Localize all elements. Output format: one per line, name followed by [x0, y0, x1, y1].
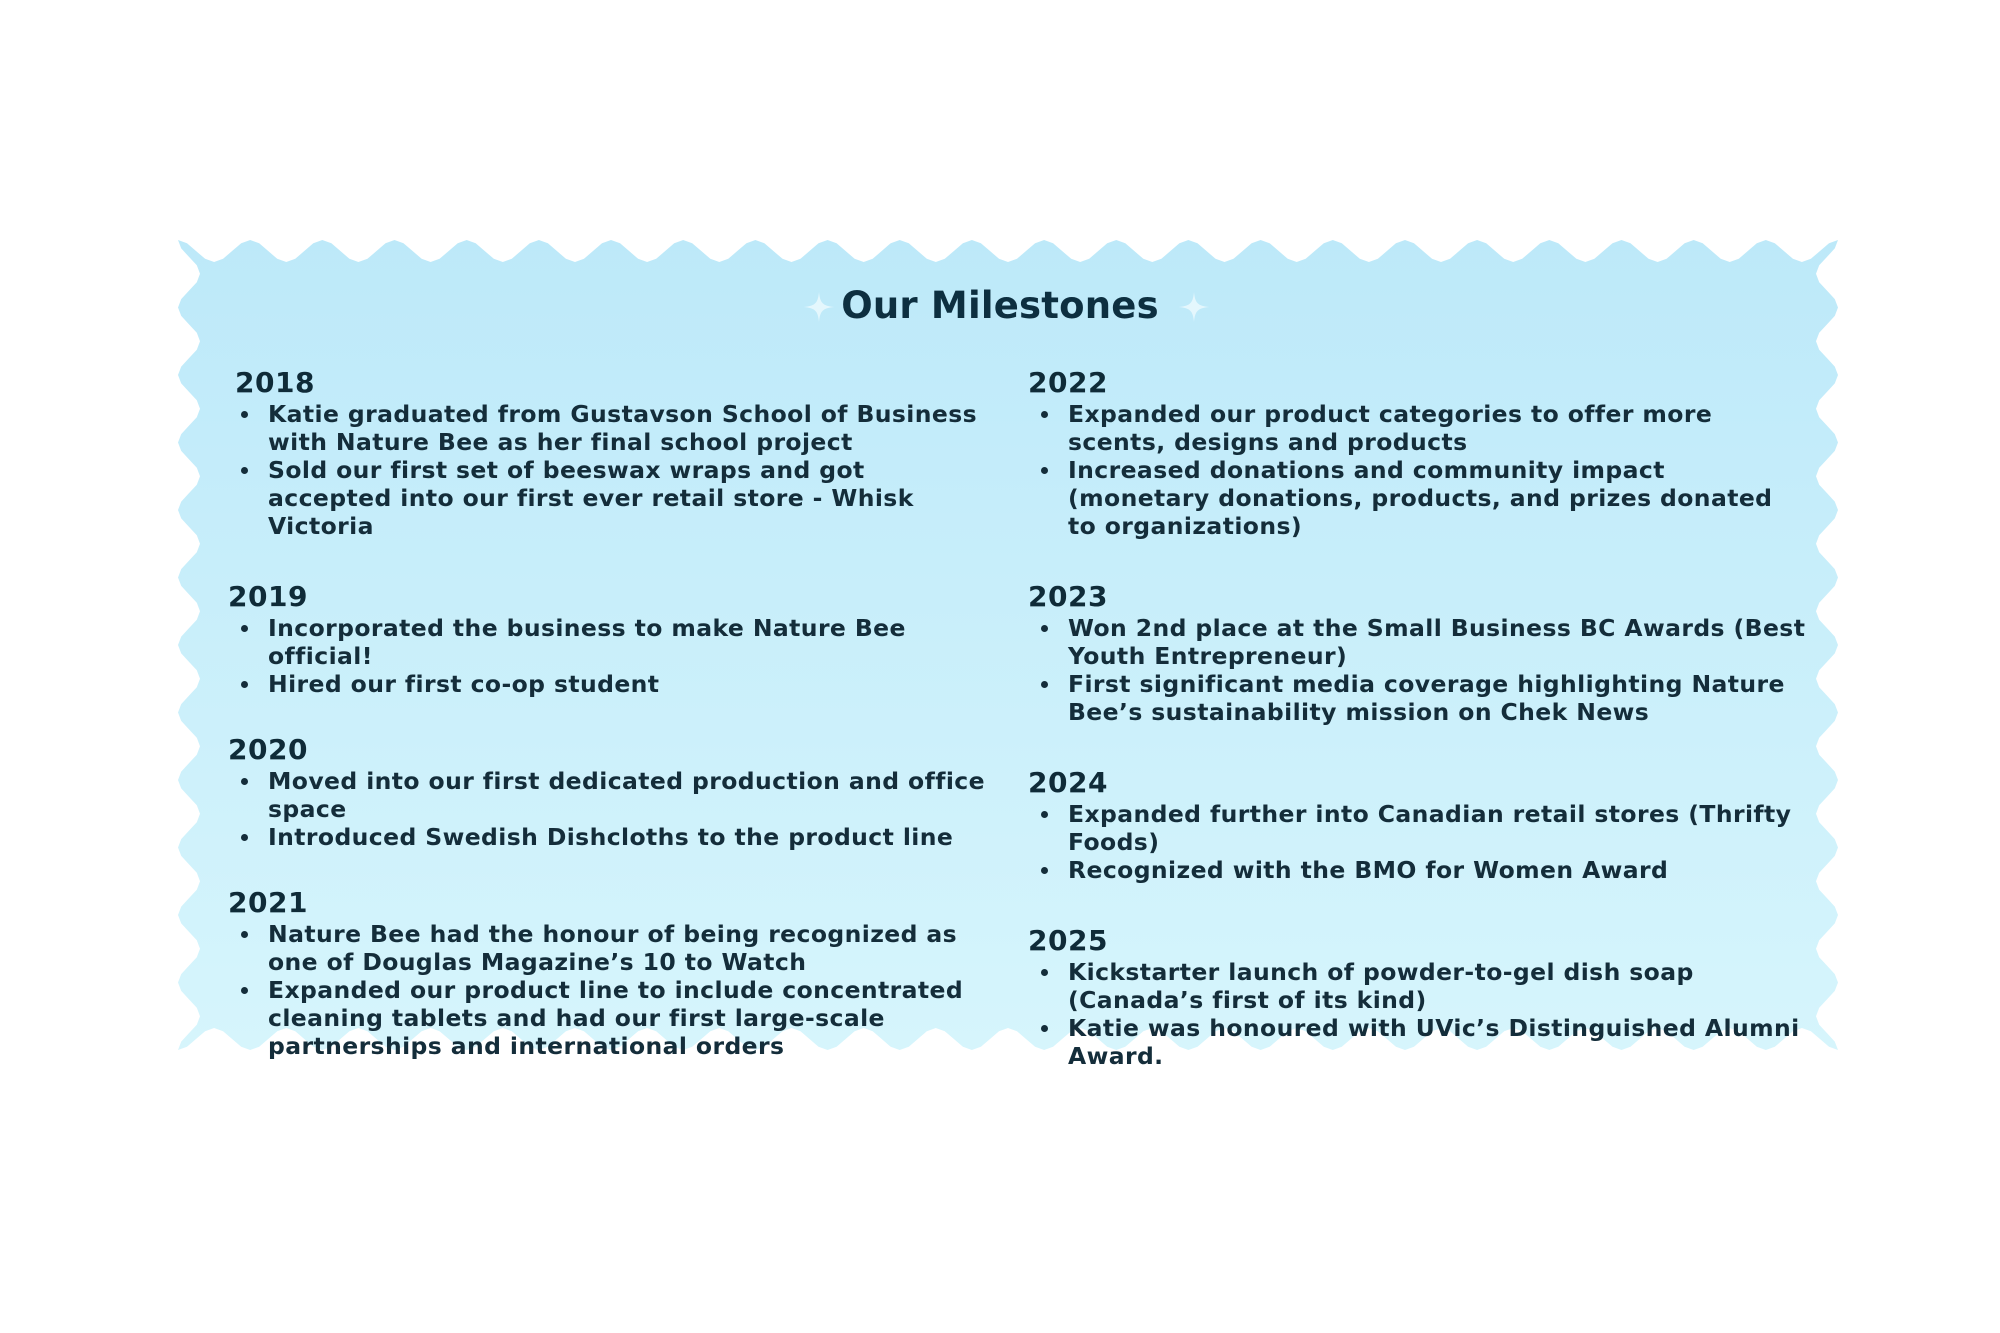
milestone-year-block [1028, 924, 1808, 1070]
milestone-item: Hired our first co-op student [228, 670, 988, 698]
bullet-icon [1041, 1025, 1048, 1032]
milestone-item: First significant media coverage highlighting Nature Bee’s sustainability mission on Chek News [1028, 670, 1808, 726]
milestone-list [228, 767, 988, 851]
bullet-icon [241, 834, 248, 841]
milestone-year-block [1028, 766, 1808, 884]
milestone-list [1028, 800, 1808, 884]
milestone-year-block [228, 733, 988, 851]
bullet-icon [1041, 625, 1048, 632]
bullet-icon [241, 681, 248, 688]
milestone-item: Katie was honoured with UVic’s Distinguished Alumni Award. [1028, 1014, 1808, 1070]
milestone-year-block [1028, 366, 1808, 540]
milestone-item: Moved into our first dedicated production and office space [228, 767, 988, 823]
milestone-list [228, 400, 988, 540]
milestone-list [1028, 958, 1808, 1070]
milestone-item: Expanded our product line to include concentrated cleaning tablets and had our first large-scale partnerships and international orders [228, 976, 988, 1060]
milestone-item: Incorporated the business to make Nature Bee official! [228, 614, 988, 670]
milestone-year-block [228, 366, 988, 540]
milestone-item: Introduced Swedish Dishcloths to the product line [228, 823, 988, 851]
milestone-year: 2023 [1028, 580, 1108, 613]
milestone-year: 2018 [235, 366, 315, 399]
bullet-icon [1041, 867, 1048, 874]
milestone-year: 2024 [1028, 766, 1108, 799]
milestone-item: Expanded our product categories to offer more scents, designs and products [1028, 400, 1808, 456]
milestone-year-block [228, 886, 988, 1060]
milestones-right-column [1028, 366, 1808, 1070]
milestone-item: Kickstarter launch of powder-to-gel dish soap (Canada’s first of its kind) [1028, 958, 1808, 1014]
bullet-icon [1041, 811, 1048, 818]
milestone-list [1028, 400, 1808, 540]
milestone-item: Expanded further into Canadian retail stores (Thrifty Foods) [1028, 800, 1808, 856]
milestone-year: 2022 [1028, 366, 1108, 399]
bullet-icon [1041, 467, 1048, 474]
milestone-year-block [228, 580, 988, 698]
milestone-list [228, 920, 988, 1060]
milestone-item: Recognized with the BMO for Women Award [1028, 856, 1808, 884]
milestone-year: 2025 [1028, 924, 1108, 957]
milestone-year: 2019 [228, 580, 308, 613]
bullet-icon [241, 931, 248, 938]
bullet-icon [241, 411, 248, 418]
milestone-year: 2020 [228, 733, 308, 766]
bullet-icon [1041, 681, 1048, 688]
bullet-icon [1041, 411, 1048, 418]
milestone-list [228, 614, 988, 698]
milestone-item: Nature Bee had the honour of being recognized as one of Douglas Magazine’s 10 to Watch [228, 920, 988, 976]
bullet-icon [1041, 969, 1048, 976]
bullet-icon [241, 625, 248, 632]
milestone-item: Won 2nd place at the Small Business BC Awards (Best Youth Entrepreneur) [1028, 614, 1808, 670]
page-title: Our Milestones [841, 284, 1159, 327]
milestone-list [1028, 614, 1808, 726]
milestone-item: Katie graduated from Gustavson School of Business with Nature Bee as her final school project [228, 400, 988, 456]
milestone-year: 2021 [228, 886, 308, 919]
milestone-item: Increased donations and community impact (monetary donations, products, and prizes donated to organizations) [1028, 456, 1808, 540]
milestones-left-column [228, 366, 988, 1060]
bullet-icon [241, 778, 248, 785]
milestone-item: Sold our first set of beeswax wraps and got accepted into our first ever retail store - Whisk Victoria [228, 456, 988, 540]
bullet-icon [241, 987, 248, 994]
bullet-icon [241, 467, 248, 474]
milestone-year-block [1028, 580, 1808, 726]
